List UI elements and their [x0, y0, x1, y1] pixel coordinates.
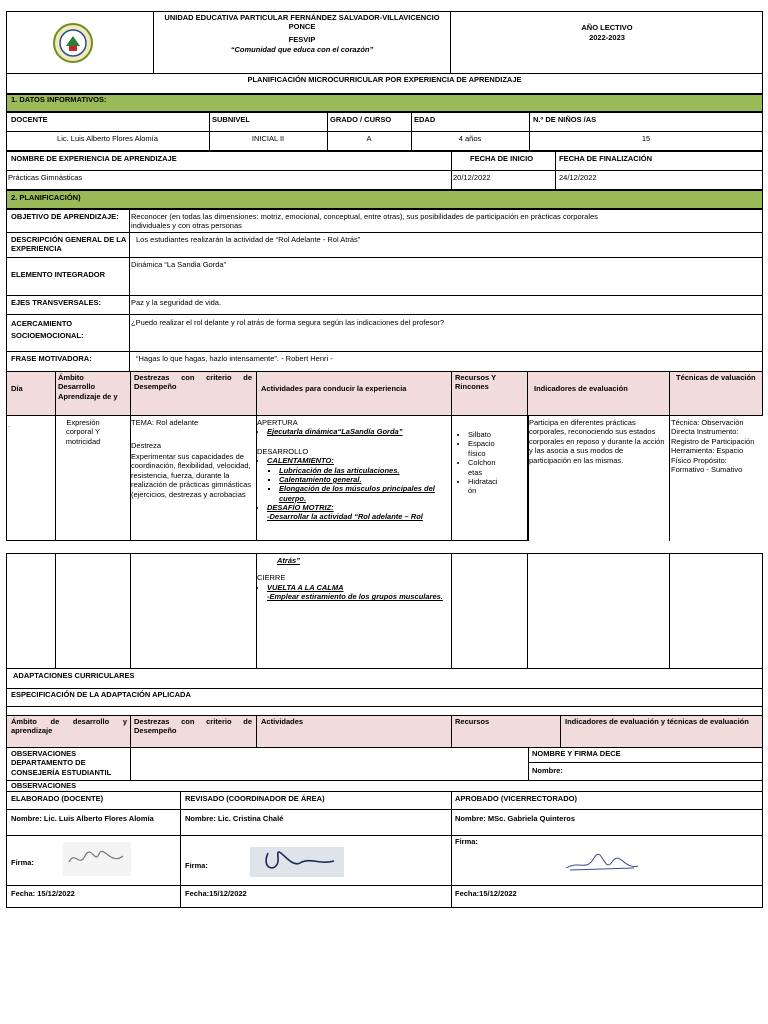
th-dia: Día — [11, 384, 23, 393]
section2-title: 2. PLANIFICACIÓN) — [11, 193, 81, 202]
firma-label-revisado: Firma: — [185, 861, 208, 870]
label-frase: FRASE MOTIVADORA: — [11, 354, 92, 363]
info-divider — [327, 112, 328, 151]
value-experiencia: Prácticas Gimnásticas — [8, 173, 83, 182]
school-name: UNIDAD EDUCATIVA PARTICULAR FERNÁNDEZ SALVADOR-VILLAVICENCIO PONCE — [164, 13, 440, 32]
signature-aprobado — [560, 850, 642, 880]
adaptaciones-title: ADAPTACIONES CURRICULARES — [13, 671, 135, 680]
info-divider — [209, 112, 210, 151]
school-motto: “Comunidad que educa con el corazón” — [230, 45, 374, 54]
label-descripcion: DESCRIPCIÓN GENERAL DE LA EXPERIENCIA — [11, 235, 127, 254]
dece-divider — [528, 747, 529, 781]
dece-divider — [130, 747, 131, 781]
plan-col-divider — [527, 371, 528, 541]
experience-divider — [451, 151, 452, 190]
td-destreza-label: Destreza — [131, 441, 162, 450]
firma-label-aprobado: Firma: — [455, 837, 478, 846]
adapt-th-destrezas: Destrezas con criterio de Desempeño — [134, 717, 252, 736]
school-logo — [52, 22, 94, 64]
value-fecha-fin: 24/12/2022 — [559, 173, 597, 182]
experience-value-row — [6, 170, 763, 190]
value-fecha-inicio: 20/12/2022 — [453, 173, 491, 182]
label-acercamiento: ACERCAMIENTO SOCIOEMOCIONAL: — [11, 319, 84, 340]
sign-f-aprobado: Fecha:15/12/2022 — [455, 889, 517, 898]
dece-firma-label: NOMBRE Y FIRMA DECE — [532, 749, 621, 758]
label-ninos: N.º DE NIÑOS /AS — [533, 115, 597, 124]
adapt-th-recursos: Recursos — [455, 717, 490, 726]
year-value: 2022-2023 — [589, 33, 625, 42]
value-objetivo: Reconocer (en todas las dimensiones: motriz, emocional, conceptual, entre otras), sus posibilidades de participación en prácticas corporales individuales y con otras personas — [131, 212, 598, 231]
desarrollo-label: DESARROLLO — [257, 446, 309, 456]
cierre-label: CIERRE — [257, 573, 286, 583]
adapt-col-divider — [560, 715, 561, 748]
sign-n-elaborado: Nombre: Lic. Luis Alberto Flores Alomía — [11, 814, 154, 823]
cont-col-divider — [451, 553, 452, 669]
sign-f-revisado: Fecha:15/12/2022 — [185, 889, 247, 898]
sign-header-row — [6, 791, 763, 810]
th-destrezas: Destrezas con criterio de Desempeño — [134, 373, 252, 392]
value-docente: Lic. Luis Alberto Flores Alomía — [57, 134, 158, 143]
label-grado: GRADO / CURSO — [330, 115, 392, 124]
sign-n-revisado: Nombre: Lic. Cristina Chalé — [185, 814, 284, 823]
plan-body-top-line — [529, 415, 763, 416]
td-destreza: Experimentar sus capacidades de coordinación, flexibilidad, velocidad, resistencia, fuerza, durante la realización de prácticas gimnásticas (ejercicios, destrezas y acrobacias — [131, 452, 252, 499]
label-elemento: ELEMENTO INTEGRADOR — [11, 270, 106, 279]
value-descripcion: Los estudiantes realizarán la actividad de “Rol Adelante - Rol Atrás” — [136, 235, 361, 244]
plan-col-divider — [55, 371, 56, 541]
th-indicadores: Indicadores de evaluación — [534, 384, 628, 393]
sign-n-aprobado: Nombre: MSc. Gabriela Quinteros — [455, 814, 576, 823]
experience-divider — [555, 151, 556, 190]
cont-col-divider — [130, 553, 131, 669]
td-tecnicas: Técnica: Observación Directa Instrumento: Registro de Participación Herramienta: Espacio Físico Propósito: Formativo - Sumativo — [671, 418, 755, 474]
adapt-col-divider — [451, 715, 452, 748]
adapt-col-divider — [256, 715, 257, 748]
cont-col-divider — [669, 553, 670, 669]
td-recursos — [458, 430, 524, 496]
dece-mid-line — [528, 762, 763, 763]
calentamiento-item: ▪ Lubricación de las articulaciones. — [279, 466, 449, 475]
plan-header-row — [6, 371, 763, 416]
label-edad: EDAD — [414, 115, 436, 124]
td-tema: TEMA: Rol adelante — [131, 418, 199, 427]
td-indicadores: Participa en diferentes prácticas corporales, reconociendo sus estados corporales en reposo y durante la acción y las asocia a sus modos de participación en las mismas. — [529, 418, 665, 465]
school-acronym: FESVIP — [288, 35, 316, 44]
signature-elaborado — [63, 842, 131, 876]
label-objetivo: OBJETIVO DE APRENDIZAJE: — [11, 212, 119, 221]
sign-h-elaborado: ELABORADO (DOCENTE) — [11, 794, 104, 803]
label-docente: DOCENTE — [11, 115, 48, 124]
td-actividades-cont — [257, 556, 449, 602]
th-recursos: Recursos Y Rincones — [455, 373, 496, 392]
value-ejes: Paz y la seguridad de vida. — [131, 298, 222, 307]
recurso-item: • Colchonetas — [468, 458, 498, 477]
desafio-label: DESAFÍO MOTRIZ: — [267, 503, 334, 512]
label-subnivel: SUBNIVEL — [212, 115, 250, 124]
calma-label: VUELTA A LA CALMA — [267, 582, 344, 592]
year-label: AÑO LECTIVO — [581, 23, 633, 32]
cont-col-divider — [527, 553, 528, 669]
label-experiencia: NOMBRE DE EXPERIENCIA DE APRENDIZAJE — [11, 154, 177, 163]
doc-title: PLANIFICACIÓN MICROCURRICULAR POR EXPERIENCIA DE APRENDIZAJE — [247, 75, 522, 84]
recurso-item: • Hidratación — [468, 477, 498, 496]
cont-col-divider — [55, 553, 56, 669]
calentamiento-item: ▪ Elongación de los músculos principales del cuerpo. — [279, 484, 449, 503]
dece-nombre-label: Nombre: — [532, 766, 563, 775]
section1-header — [6, 94, 763, 112]
th-ambito: Ámbito Desarrollo Aprendizaje de y — [58, 373, 118, 401]
th-actividades: Actividades para conducir la experiencia — [261, 384, 407, 393]
especificacion-title: ESPECIFICACIÓN DE LA ADAPTACIÓN APLICADA — [11, 690, 191, 699]
sign-fecha-row — [6, 885, 763, 908]
calentamiento-item: ▪ Calentamiento general. — [279, 475, 449, 484]
label-fecha-fin: FECHA DE FINALIZACIÓN — [559, 154, 653, 163]
value-acercamiento: ¿Puedo realizar el rol delante y rol atrás de forma segura según las indicaciones del profesor? — [131, 318, 445, 327]
info-divider — [411, 112, 412, 151]
sign-divider — [451, 791, 452, 908]
th-tecnicas: Técnicas de valuación — [676, 373, 756, 382]
label-fecha-inicio: FECHA DE INICIO — [470, 154, 534, 163]
value-subnivel: INICIAL II — [251, 134, 285, 143]
td-actividades — [257, 418, 449, 522]
value-ninos: 15 — [641, 134, 651, 143]
calentamiento-label: CALENTAMIENTO: — [267, 456, 334, 466]
signature-revisado — [250, 847, 344, 877]
sign-f-elaborado: Fecha: 15/12/2022 — [11, 889, 75, 898]
value-grado: A — [366, 134, 372, 143]
desafio-cont: Atrás” — [277, 556, 300, 565]
label-ejes: EJES TRANSVERSALES: — [11, 298, 102, 307]
recurso-item: • Espacio físico — [468, 439, 498, 458]
info-divider — [529, 112, 530, 151]
recurso-item: • Silbato — [468, 430, 524, 439]
calma-text: -Emplear estiramiento de los grupos musculares. — [267, 592, 443, 602]
td-dia: . — [8, 420, 11, 429]
desafio-text: -Desarrollar la actividad “Rol adelante – Rol — [267, 512, 423, 522]
planning-divider — [129, 209, 130, 372]
plan-col-divider — [451, 371, 452, 541]
section2-header — [6, 190, 763, 209]
value-edad: 4 años — [458, 134, 482, 143]
adapt-th-indicadores: Indicadores de evaluación y técnicas de evaluación — [565, 717, 749, 726]
obs-label: OBSERVACIONES — [11, 781, 77, 790]
value-elemento: Dinámica “La Sandia Gorda” — [131, 260, 227, 269]
apertura-item: • Ejecutarla dinámica“LaSandía Gorda” — [267, 427, 449, 436]
value-frase: “Hagas lo que hagas, hazlo intensamente”. - Robert Henri - — [136, 354, 333, 363]
td-ambito: Expresión corporal Y motricidad — [65, 418, 101, 446]
adapt-col-divider — [130, 715, 131, 748]
adapt-th-actividades: Actividades — [261, 717, 304, 726]
adapt-th-ambito: Ámbito de desarrollo y aprendizaje — [11, 717, 127, 736]
sign-divider — [180, 791, 181, 908]
dece-label: OBSERVACIONES DEPARTAMENTO DE CONSEJERÍA ESTUDIANTIL — [11, 749, 112, 777]
sign-h-revisado: REVISADO (COORDINADOR DE ÁREA) — [185, 794, 325, 803]
firma-label-elaborado: Firma: — [11, 858, 34, 867]
section1-title: 1. DATOS INFORMATIVOS: — [11, 95, 107, 104]
apertura-label: APERTURA — [257, 418, 298, 427]
sign-h-aprobado: APROBADO (VICERRECTORADO) — [455, 794, 577, 803]
plan-col-divider — [669, 371, 670, 541]
